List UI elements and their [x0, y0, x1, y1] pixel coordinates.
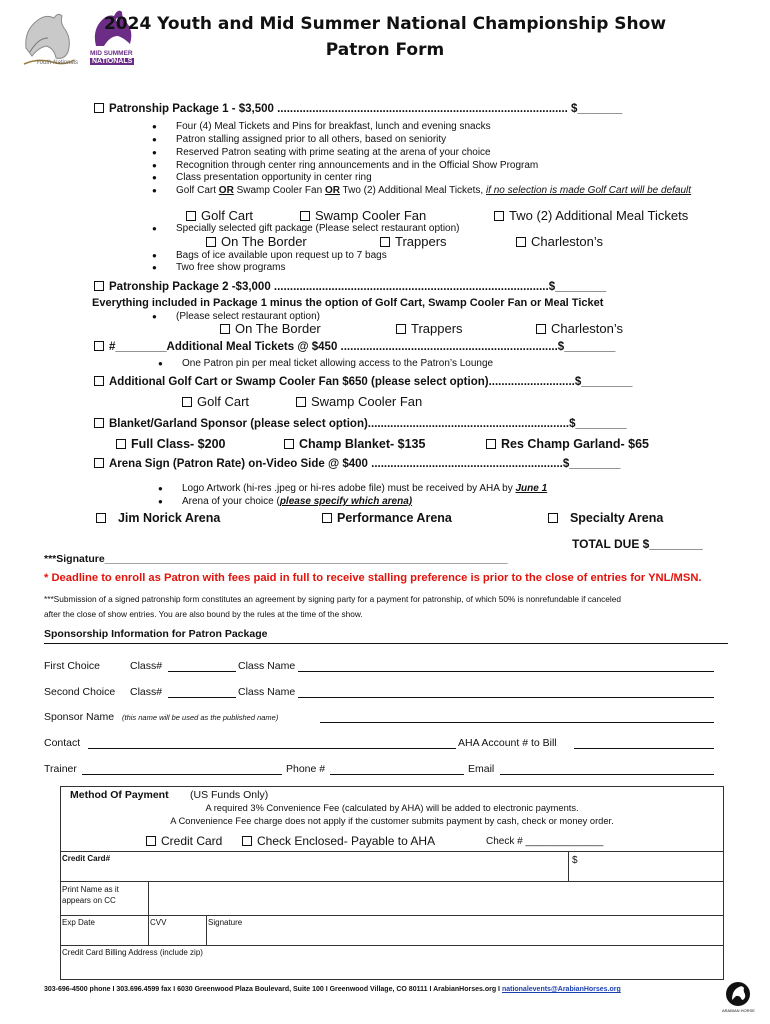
blanket-row	[94, 418, 627, 430]
exp-row-bottom	[60, 945, 724, 946]
deadline-notice: * Deadline to enroll as Patron with fees paid in full to receive stalling preference is prior to the close of entries for YNL/MSN.	[44, 572, 702, 584]
pkg2-rest-charlestons[interactable]: Charleston’s	[536, 321, 623, 336]
payment-method-label: Method Of Payment	[70, 789, 169, 801]
nationals-text: NATIONALS	[92, 58, 133, 65]
package2-checkbox[interactable]	[94, 281, 104, 291]
package2-title: Patronship Package 2 -$3,000 ......................................................................................$________	[109, 281, 607, 293]
us-funds-label: (US Funds Only)	[190, 789, 269, 801]
footer-contact: 303-696-4500 phone I 303.696.4599 fax I 6030 Greenwood Plaza Boulevard, Suite 100 I Greenwood Village, CO 80111 I ArabianHorses.org I nationalevents@ArabianHorses.org	[44, 986, 621, 993]
golf-checkbox[interactable]	[94, 376, 104, 386]
pkg1-rest-charlestons[interactable]: Charleston’s	[516, 234, 603, 249]
blanket-option-champ[interactable]: Champ Blanket- $135	[284, 437, 425, 451]
horse-head-logo-icon	[724, 980, 752, 1008]
package1-row	[94, 103, 622, 115]
pkg1-option-meal-tickets[interactable]: Two (2) Additional Meal Tickets	[494, 208, 688, 223]
footer-email-link[interactable]: nationalevents@ArabianHorses.org	[501, 986, 621, 993]
pkg1-option-golf-cart[interactable]: Golf Cart	[186, 208, 253, 223]
pkg1-rest-border[interactable]: On The Border	[206, 234, 307, 249]
cc-signature-label: Signature	[208, 918, 243, 927]
package2-row	[94, 281, 606, 293]
total-due[interactable]: TOTAL DUE $________	[572, 537, 703, 551]
blanket-option-full-class[interactable]: Full Class- $200	[116, 437, 226, 451]
email-field[interactable]	[500, 774, 714, 775]
arabian-horse-label: ARABIAN HORSE	[722, 1008, 755, 1013]
cc-number-label: Credit Card#	[62, 854, 111, 863]
sponsorship-divider	[44, 643, 728, 644]
check-option[interactable]: Check Enclosed- Payable to AHA	[242, 834, 435, 848]
credit-card-option[interactable]: Credit Card	[146, 834, 222, 848]
arena-row	[94, 458, 620, 470]
print-row-bottom	[60, 915, 724, 916]
cc-divider	[568, 851, 569, 881]
mid-summer-text: MID SUMMER	[90, 50, 133, 57]
blanket-checkbox[interactable]	[94, 418, 104, 428]
sponsor-name-field[interactable]	[320, 722, 714, 723]
package2-subtitle: Everything included in Package 1 minus the option of Golf Cart, Swamp Cooler Fan or Meal Ticket	[92, 297, 604, 309]
cvv-label: CVV	[150, 918, 167, 927]
phone-field[interactable]	[330, 774, 464, 775]
signature-line[interactable]: ***Signature_____________________________________________________________________	[44, 553, 508, 565]
exp-divider	[148, 915, 149, 945]
meal-row	[94, 341, 615, 353]
first-choice-row: First Choice Class# Class Name	[44, 660, 714, 674]
fee-note-1: A required 3% Convenience Fee (calculated by AHA) will be added to electronic payments.	[205, 803, 579, 813]
aha-account-field[interactable]	[574, 748, 714, 749]
sponsorship-heading: Sponsorship Information for Patron Package	[44, 628, 268, 640]
cc-amount-label[interactable]: $	[572, 855, 578, 866]
blanket-option-res-champ[interactable]: Res Champ Garland- $65	[486, 437, 649, 451]
page-subtitle: Patron Form	[325, 40, 445, 60]
pkg2-rest-border[interactable]: On The Border	[220, 321, 321, 336]
first-class-name-field[interactable]	[298, 671, 714, 672]
contact-row: Contact AHA Account # to Bill	[44, 737, 714, 751]
arena-option-specialty[interactable]: Specialty Arena	[548, 511, 663, 525]
arena-title: Arena Sign (Patron Rate) on-Video Side @ $400 ............................................................$________	[109, 458, 621, 470]
pkg2-rest-trappers[interactable]: Trappers	[396, 321, 463, 336]
second-class-name-field[interactable]	[298, 697, 714, 698]
submission-notice-2: after the close of show entries. You are also bound by the rules at the time of the show.	[44, 609, 363, 619]
cvv-divider	[206, 915, 207, 945]
first-class-number-field[interactable]	[168, 671, 236, 672]
cc-row-bottom	[60, 881, 724, 882]
golf-row	[94, 376, 632, 388]
print-name-label: Print Name as it appears on CC	[62, 885, 119, 905]
check-number[interactable]: Check # ______________	[486, 836, 604, 847]
second-class-number-field[interactable]	[168, 697, 236, 698]
youth-logo-label: Youth Nationals	[36, 60, 79, 66]
contact-field[interactable]	[88, 748, 456, 749]
arena-checkbox[interactable]	[94, 458, 104, 468]
print-name-divider	[148, 881, 149, 915]
golf-option-cart[interactable]: Golf Cart	[182, 394, 249, 409]
arena-option-jim-norick[interactable]: Jim Norick Arena	[96, 511, 220, 525]
golf-option-fan[interactable]: Swamp Cooler Fan	[296, 394, 422, 409]
cc-row-top	[60, 851, 724, 852]
second-choice-row: Second Choice Class# Class Name	[44, 686, 714, 700]
pkg1-option-swamp-fan[interactable]: Swamp Cooler Fan	[300, 208, 426, 223]
pkg1-rest-trappers[interactable]: Trappers	[380, 234, 447, 249]
arabian-horse-logo	[722, 980, 755, 1016]
meal-checkbox[interactable]	[94, 341, 104, 351]
billing-address-label: Credit Card Billing Address (include zip)	[62, 948, 203, 957]
trainer-row: Trainer Phone # Email	[44, 763, 714, 777]
meal-title: #________Additional Meal Tickets @ $450 ....................................................................$________	[109, 341, 616, 353]
fee-note-2: A Convenience Fee charge does not apply if the customer submits payment by cash, check or money order.	[170, 816, 614, 826]
trainer-field[interactable]	[82, 774, 282, 775]
exp-date-label: Exp Date	[62, 918, 95, 927]
blanket-title: Blanket/Garland Sponsor (please select option)...............................................................$________	[109, 418, 627, 430]
submission-notice-1: ***Submission of a signed patronship form constitutes an agreement by signing party for a payment for patronship, of which 50% is nonrefundable if canceled	[44, 594, 621, 604]
golf-title: Additional Golf Cart or Swamp Cooler Fan $650 (please select option)...........................$________	[109, 376, 633, 388]
page-title: 2024 Youth and Mid Summer National Championship Show	[103, 14, 667, 34]
arena-option-performance[interactable]: Performance Arena	[322, 511, 452, 525]
sponsor-name-row: Sponsor Name (this name will be used as the published name)	[44, 711, 714, 725]
package1-title: Patronship Package 1 - $3,500 ........................................................................................... $_______	[109, 103, 623, 115]
package1-checkbox[interactable]	[94, 103, 104, 113]
